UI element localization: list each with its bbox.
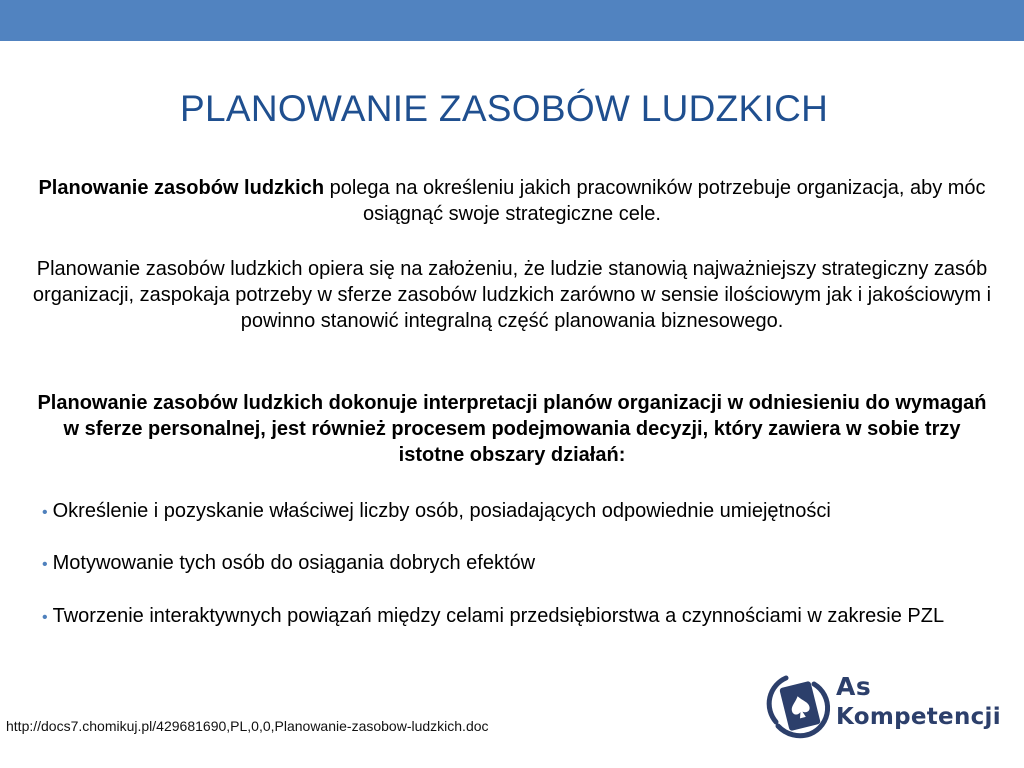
bullet-item bbox=[42, 603, 982, 631]
paragraph-definition-lead: Planowanie zasobów ludzkich bbox=[38, 177, 325, 199]
top-band bbox=[0, 0, 1024, 41]
bullet-item bbox=[42, 498, 982, 526]
paragraph-definition-rest: polega na określeniu jakich pracowników potrzebuje organizacja, aby móc osiągnąć swoje strategiczne cele. bbox=[324, 177, 986, 225]
bullet-icon: • bbox=[42, 504, 48, 521]
logo-text-line1: As bbox=[836, 672, 872, 701]
logo-text-line2: Kompetencji bbox=[836, 704, 1001, 730]
bullet-icon: • bbox=[42, 609, 48, 626]
paragraph-definition bbox=[30, 175, 994, 227]
paragraph-interpretation: Planowanie zasobów ludzkich dokonuje interpretacji planów organizacji w odniesieniu do wymagań w sferze personalnej, jest również procesem podejmowania decyzji, który zawiera w sobie trzy istotne obszary działań: bbox=[37, 392, 987, 466]
bullet-item-text: Tworzenie interaktywnych powiązań między celami przedsiębiorstwa a czynnościami w zakresie PZL bbox=[52, 605, 945, 627]
logo bbox=[766, 668, 1001, 748]
bullet-item-text: Motywowanie tych osób do osiągania dobrych efektów bbox=[52, 552, 536, 574]
bullet-item bbox=[42, 550, 982, 578]
paragraph-assumption: Planowanie zasobów ludzkich opiera się na założeniu, że ludzie stanowią najważniejszy strategiczny zasób organizacji, zaspokaja potrzeby w sferze zasobów ludzkich zarówno w sensie ilościowym jak i jakościowym i powinno stanowić integralną część planowania biznesowego. bbox=[32, 258, 992, 332]
slide-title: PLANOWANIE ZASOBÓW LUDZKICH bbox=[180, 88, 829, 129]
source-link[interactable]: http://docs7.chomikuj.pl/429681690,PL,0,0,Planowanie-zasobow-ludzkich.doc bbox=[6, 718, 489, 734]
bullet-icon: • bbox=[42, 556, 48, 573]
bullet-item-text: Określenie i pozyskanie właściwej liczby osób, posiadających odpowiednie umiejętności bbox=[52, 500, 831, 522]
ace-of-spades-card-icon bbox=[766, 668, 832, 742]
